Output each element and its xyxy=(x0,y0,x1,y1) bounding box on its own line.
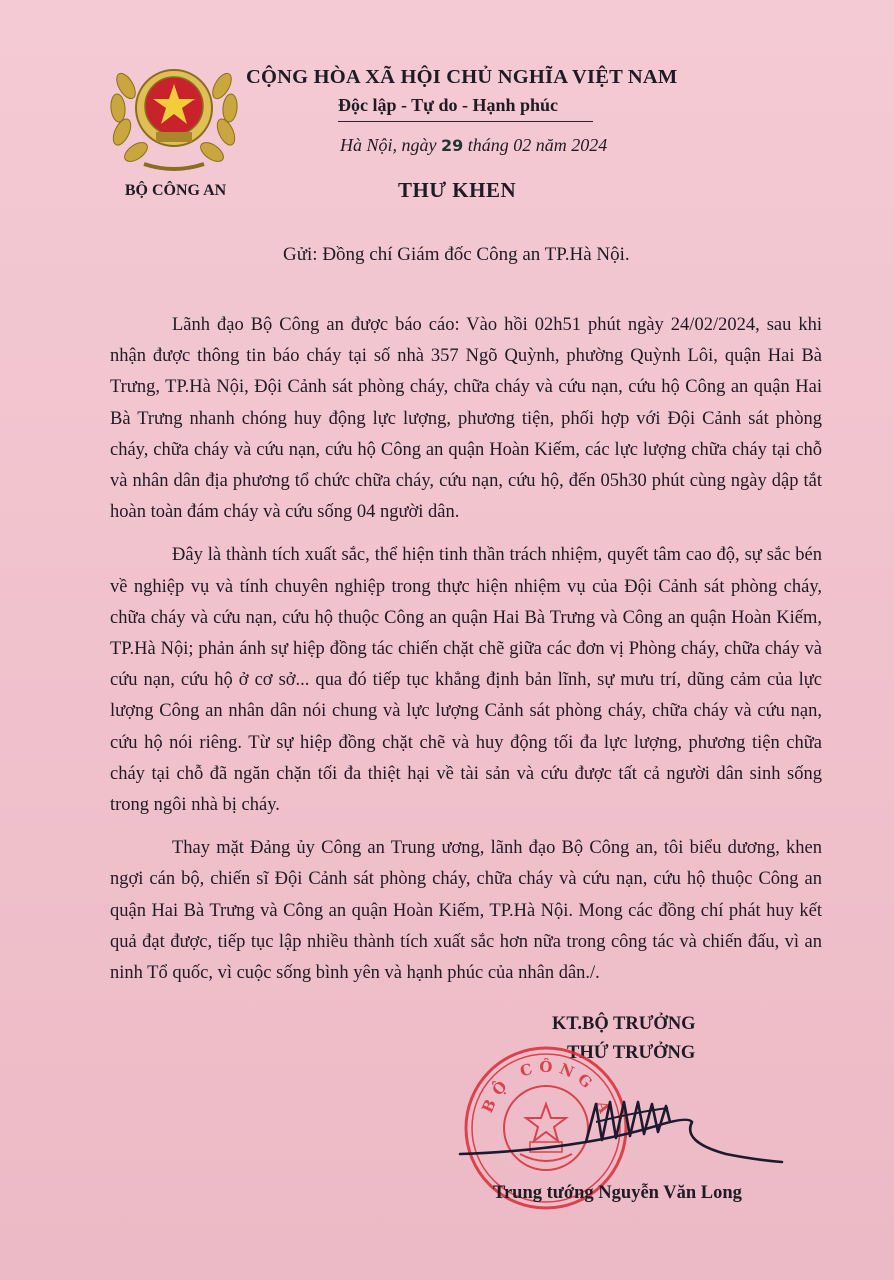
seal-text: BỘ CÔNG A xyxy=(478,1057,616,1121)
motto-underline xyxy=(338,121,593,122)
recipient-line: Gửi: Đồng chí Giám đốc Công an TP.Hà Nội. xyxy=(283,244,630,265)
date-suffix: tháng 02 năm 2024 xyxy=(467,135,608,155)
date-prefix: Hà Nội, ngày xyxy=(340,135,437,155)
letter-body xyxy=(110,310,822,1001)
body-paragraph: Đây là thành tích xuất sắc, thể hiện tinh thần trách nhiệm, quyết tâm cao độ, sự sắc bén về nghiệp vụ và tính chuyên nghiệp trong thực hiện nhiệm vụ của Đội Cảnh sát phòng cháy, chữa cháy và cứu nạn, cứu hộ thuộc Công an quận Hai Bà Trưng và Công an quận Hoàn Kiếm, TP.Hà Nội; phản ánh sự hiệp đồng tác chiến chặt chẽ giữa các đơn vị Phòng cháy, chữa cháy và cứu nạn, cứu hộ ở cơ sở... qua đó tiếp tục khẳng định bản lĩnh, sự mưu trí, dũng cảm của lực lượng Công an nhân dân nói chung và lực lượng Cảnh sát phòng cháy, chữa cháy và cứu nạn, cứu hộ nói riêng. Từ sự hiệp đồng chặt chẽ và huy động tối đa lực lượng, phương tiện chữa cháy tại chỗ đã ngăn chặn tối đa thiệt hại về tài sản và cứu được tất cả người dân sinh sống trong ngôi nhà bị cháy. xyxy=(110,545,822,816)
signer-name: Trung tướng Nguyễn Văn Long xyxy=(493,1183,742,1203)
national-motto: Độc lập - Tự do - Hạnh phúc xyxy=(338,95,559,115)
ministry-name: BỘ CÔNG AN xyxy=(124,182,227,199)
document-title: THƯ KHEN xyxy=(398,178,517,202)
date-line xyxy=(340,135,607,156)
body-paragraph: Lãnh đạo Bộ Công an được báo cáo: Vào hồi 02h51 phút ngày 24/02/2024, sau khi nhận được thông tin báo cháy tại số nhà 357 Ngõ Quỳnh, phường Quỳnh Lôi, quận Hai Bà Trưng, TP.Hà Nội, Đội Cảnh sát phòng cháy, chữa cháy và cứu nạn, cứu hộ Công an quận Hai Bà Trưng nhanh chóng huy động lực lượng, phương tiện, phối hợp với Đội Cảnh sát phòng cháy, chữa cháy và cứu nạn, cứu hộ Công an quận Hoàn Kiếm, các lực lượng chữa cháy tại chỗ và nhân dân địa phương tổ chức chữa cháy, cứu nạn, cứu hộ, đến 05h30 phút cùng ngày dập tắt hoàn toàn đám cháy và cứu sống 04 người dân. xyxy=(110,315,822,523)
national-title: CỘNG HÒA XÃ HỘI CHỦ NGHĨA VIỆT NAM xyxy=(246,66,678,88)
date-day: 29 xyxy=(441,136,464,155)
police-emblem-icon xyxy=(104,46,244,176)
signature-role-line-1: KT.BỘ TRƯỞNG xyxy=(552,1014,696,1034)
body-paragraph: Thay mặt Đảng ủy Công an Trung ương, lãnh đạo Bộ Công an, tôi biểu dương, khen ngợi cán bộ, chiến sĩ Đội Cảnh sát phòng cháy, chữa cháy và cứu nạn, cứu hộ thuộc Công an quận Hai Bà Trưng và Công an quận Hoàn Kiếm, TP.Hà Nội. Mong các đồng chí phát huy kết quả đạt được, tiếp tục lập nhiều thành tích xuất sắc hơn nữa trong công tác và chiến đấu, vì an ninh Tổ quốc, vì cuộc sống bình yên và hạnh phúc của nhân dân./. xyxy=(110,838,822,984)
handwritten-signature xyxy=(456,1082,786,1172)
signature-role-line-2: THỨ TRƯỞNG xyxy=(567,1043,696,1063)
